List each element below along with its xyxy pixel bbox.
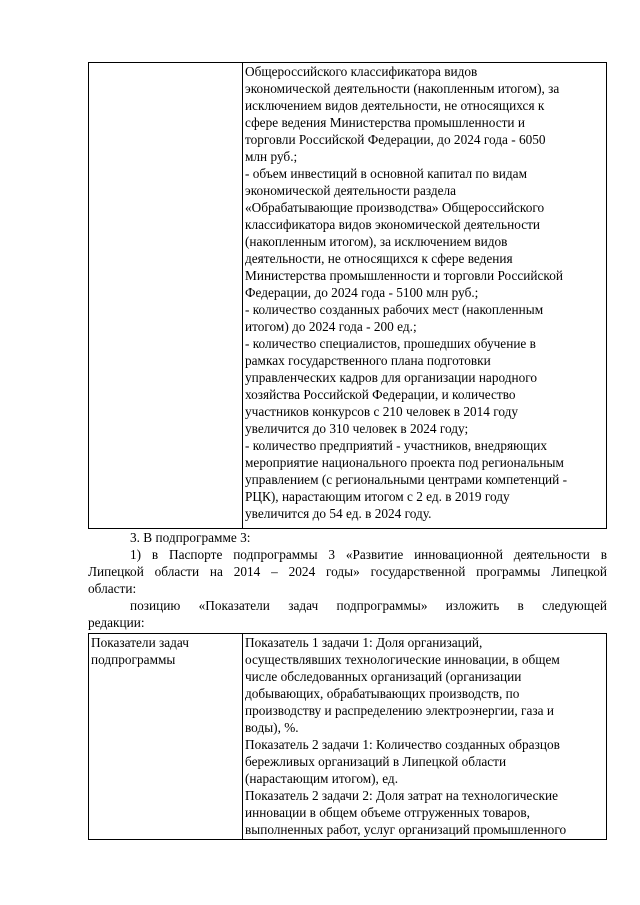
cell-text-line: бережливых организаций в Липецкой области <box>245 754 507 769</box>
row-header-line: подпрограммы <box>91 652 176 667</box>
table-row <box>89 63 607 529</box>
section-body-text <box>88 529 607 631</box>
table-left-cell-empty <box>89 63 243 529</box>
cell-text-line: итогом) до 2024 года - 200 ед.; <box>245 319 417 334</box>
cell-text-line: деятельности, не относящихся к сфере ведения <box>245 251 513 266</box>
cell-text-line: Федерации, до 2024 года - 5100 млн руб.; <box>245 285 479 300</box>
cell-text-line: производству и распределению электроэнергии, газа и <box>245 703 554 718</box>
table-right-cell <box>243 634 607 840</box>
cell-text-line: числе обследованных организаций (организации <box>245 669 522 684</box>
cell-text-line: участников конкурсов с 210 человек в 2014 году <box>245 404 519 419</box>
cell-text-line: сфере ведения Министерства промышленности и <box>245 115 525 130</box>
cell-text-line: осуществлявших технологические инновации, в общем <box>245 652 560 667</box>
cell-text-line: - количество специалистов, прошедших обучение в <box>245 336 536 351</box>
cell-text-line: Министерства промышленности и торговли Российской <box>245 268 563 283</box>
cell-text-line: управлением (с региональными центрами компетенций - <box>245 472 568 487</box>
cell-text-line: инновации в общем объеме отгруженных товаров, <box>245 805 530 820</box>
cell-text-line: исключением видов деятельности, не относящихся к <box>245 98 545 113</box>
cell-text-line: хозяйства Российской Федерации, и количество <box>245 387 516 402</box>
table-row <box>89 634 607 840</box>
continued-indicators-table <box>88 62 607 529</box>
cell-text-line: Показатель 2 задачи 2: Доля затрат на технологические <box>245 788 559 803</box>
cell-text-line: торговли Российской Федерации, до 2024 года - 6050 <box>245 132 546 147</box>
cell-text-line: Общероссийского классификатора видов <box>245 64 478 79</box>
cell-text-line: Показатель 2 задачи 1: Количество созданных образцов <box>245 737 560 752</box>
cell-text-line: выполненных работ, услуг организаций промышленного <box>245 822 567 837</box>
cell-text-line: рамках государственного плана подготовки <box>245 353 491 368</box>
subprogram-indicators-table <box>88 633 607 840</box>
cell-text-line: млн руб.; <box>245 149 298 164</box>
cell-text-line: - количество предприятий - участников, внедряющих <box>245 438 548 453</box>
cell-text-line: классификатора видов экономической деятельности <box>245 217 541 232</box>
cell-text-line: Показатель 1 задачи 1: Доля организаций, <box>245 635 483 650</box>
cell-text-line: мероприятие национального проекта под региональным <box>245 455 564 470</box>
cell-text-line: воды), %. <box>245 720 299 735</box>
paragraph-line: 1) в Паспорте подпрограммы 3 «Развитие инновационной деятельности в <box>130 547 607 562</box>
table-left-cell <box>89 634 243 840</box>
cell-text-line: «Обрабатывающие производства» Общероссийского <box>245 200 545 215</box>
cell-text-line: (накопленным итогом), за исключением видов <box>245 234 508 249</box>
cell-text-line: (нарастающим итогом), ед. <box>245 771 399 786</box>
cell-text-line: экономической деятельности (накопленным итогом), за <box>245 81 560 96</box>
cell-text-line: управленческих кадров для организации народного <box>245 370 538 385</box>
cell-text-line: РЦК), нарастающим итогом с 2 ед. в 2019 году <box>245 489 510 504</box>
table-right-cell <box>243 63 607 529</box>
paragraph-line: позицию «Показатели задач подпрограммы» изложить в следующей <box>130 598 607 613</box>
row-header-line: Показатели задач <box>91 635 189 650</box>
paragraph-line: Липецкой области на 2014 – 2024 годы» государственной программы Липецкой <box>88 564 607 579</box>
cell-text-line: экономической деятельности раздела <box>245 183 457 198</box>
cell-text-line: увеличится до 310 человек в 2024 году; <box>245 421 469 436</box>
section-heading: 3. В подпрограмме 3: <box>130 530 251 545</box>
paragraph-line: области: <box>88 581 137 596</box>
cell-text-line: - объем инвестиций в основной капитал по видам <box>245 166 527 181</box>
cell-text-line: увеличится до 54 ед. в 2024 году. <box>245 506 432 521</box>
paragraph-line: редакции: <box>88 615 145 630</box>
cell-text-line: - количество созданных рабочих мест (накопленным <box>245 302 544 317</box>
cell-text-line: добывающих, обрабатывающих производств, по <box>245 686 520 701</box>
